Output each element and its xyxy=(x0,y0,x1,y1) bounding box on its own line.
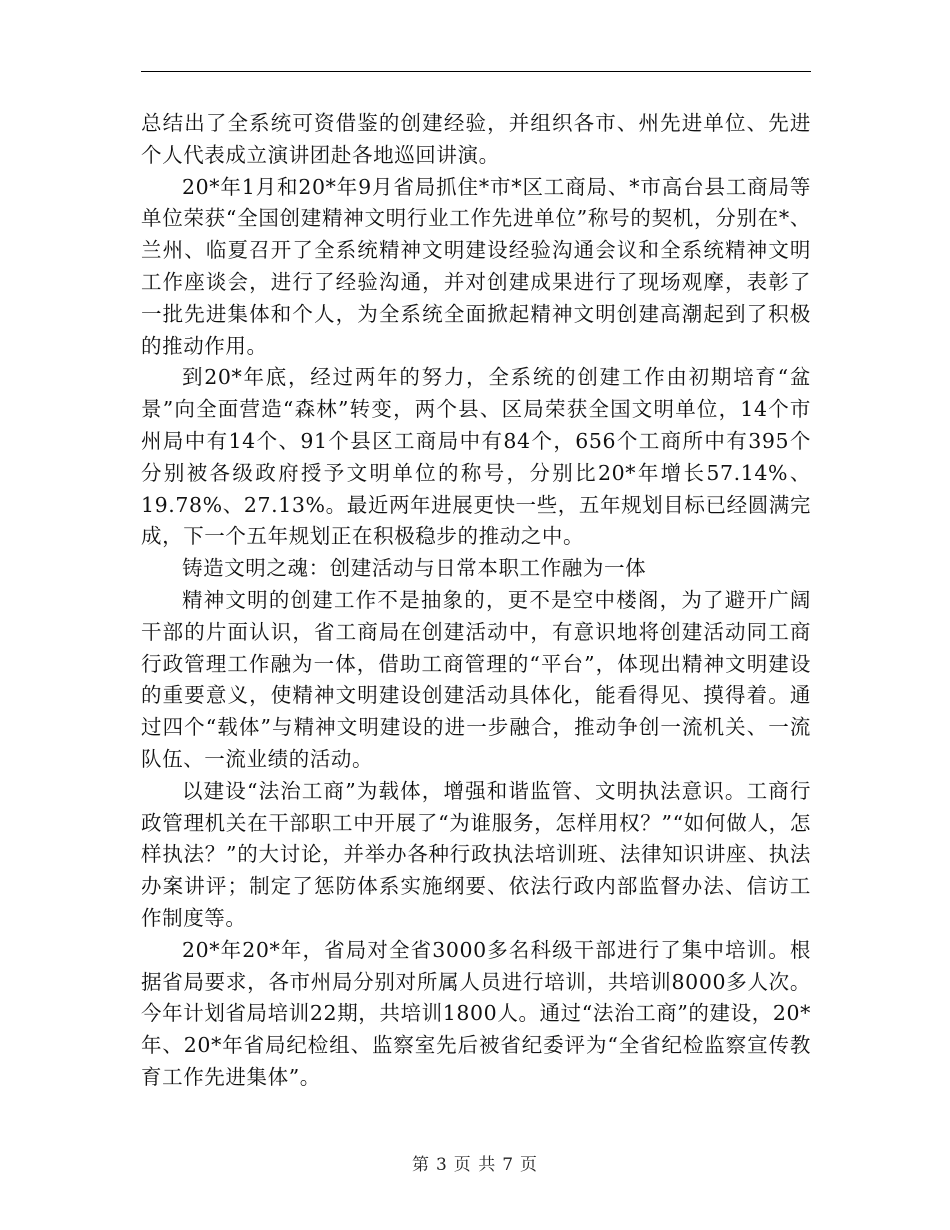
header-rule xyxy=(141,71,811,72)
paragraph-7: 20*年20*年，省局对全省3000多名科级干部进行了集中培训。根据省局要求，各市州局分别对所属人员进行培训，共培训8000多人次。今年计划省局培训22期，共培训1800人。通过“法治工商”的建设，20*年、20*年省局纪检组、监察室先后被省纪委评为“全省纪检监察宣传教育工作先进集体”。 xyxy=(141,937,811,1089)
footer-page-suffix: 页 xyxy=(520,1155,539,1175)
paragraph-2: 20*年1月和20*年9月省局抓住*市*区工商局、*市高台县工商局等单位荣获“全国创建精神文明行业工作先进单位”称号的契机，分别在*、兰州、临夏召开了全系统精神文明建设经验沟通会议和全系统精神文明工作座谈会，进行了经验沟通，并对创建成果进行了现场观摩，表彰了一批先进集体和个人，为全系统全面掀起精神文明创建高潮起到了积极的推动作用。 xyxy=(141,174,811,358)
paragraph-6: 以建设“法治工商”为载体，增强和谐监管、文明执法意识。工商行政管理机关在干部职工中开展了“为谁服务，怎样用权？”“如何做人，怎样执法？”的大讨论，并举办各种行政执法培训班、法律知识讲座、执法办案讲评；制定了惩防体系实施纲要、依法行政内部监督办法、信访工作制度等。 xyxy=(141,778,811,930)
footer-page-current: 3 xyxy=(435,1155,448,1175)
footer-page-total: 7 xyxy=(502,1155,515,1175)
page-footer xyxy=(0,1150,950,1175)
paragraph-1: 总结出了全系统可资借鉴的创建经验，并组织各市、州先进单位、先进个人代表成立演讲团赴各地巡回讲演。 xyxy=(141,111,811,167)
footer-page-mid: 页 共 xyxy=(453,1155,497,1175)
paragraph-3: 到20*年底，经过两年的努力，全系统的创建工作由初期培育“盆景”向全面营造“森林”转变，两个县、区局荣获全国文明单位，14个市州局中有14个、91个县区工商局中有84个，656个工商所中有395个分别被各级政府授予文明单位的称号，分别比20*年增长57.14%、19.78%、27.13%。最近两年进展更快一些，五年规划目标已经圆满完成，下一个五年规划正在积极稳步的推动之中。 xyxy=(141,365,811,549)
document-body xyxy=(141,108,811,1094)
footer-page-prefix: 第 xyxy=(411,1155,430,1175)
section-heading: 铸造文明之魂：创建活动与日常本职工作融为一体 xyxy=(182,556,647,581)
paragraph-5: 精神文明的创建工作不是抽象的，更不是空中楼阁，为了避开广阔干部的片面认识，省工商局在创建活动中，有意识地将创建活动同工商行政管理工作融为一体，借助工商管理的“平台”，体现出精神文明建设的重要意义，使精神文明建设创建活动具体化，能看得见、摸得着。通过四个“载体”与精神文明建设的进一步融合，推动争创一流机关、一流队伍、一流业绩的活动。 xyxy=(141,587,811,771)
